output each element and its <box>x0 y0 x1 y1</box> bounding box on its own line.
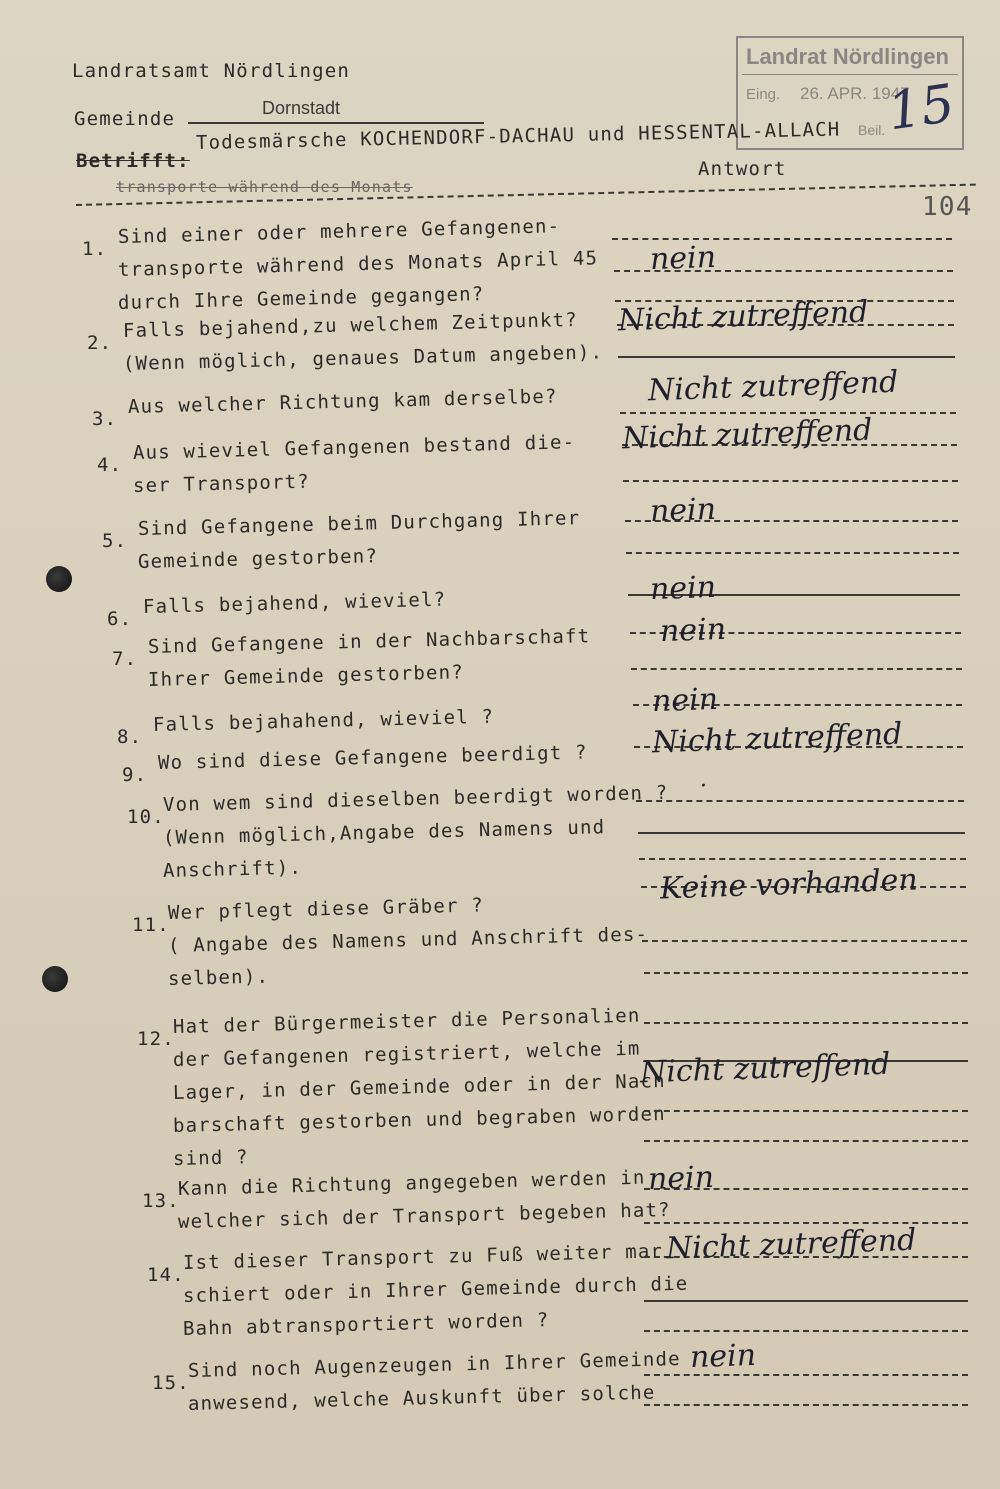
question-text-line: Von wem sind dieselben beerdigt worden ? <box>162 781 669 816</box>
stamp-office: Landrat Nördlingen <box>746 44 949 69</box>
question-number: 12. <box>137 1028 175 1050</box>
handwritten-answer: Nicht zutreffend <box>617 294 869 339</box>
answer-rule <box>644 1110 968 1112</box>
question-number: 13. <box>142 1190 180 1212</box>
punch-hole-bottom <box>42 966 68 992</box>
answer-rule <box>644 1404 968 1406</box>
handwritten-answer: Nicht zutreffend <box>639 1046 891 1091</box>
question-text-line: anwesend, welche Auskunft über solche <box>187 1381 656 1415</box>
question-text-line: der Gefangenen registriert, welche im <box>172 1037 641 1071</box>
question-text-line: Sind einer oder mehrere Gefangenen- <box>117 215 561 248</box>
question-text-line: transporte während des Monats April 45 <box>117 247 599 281</box>
answer-rule <box>644 1222 968 1224</box>
answer-rule <box>644 972 968 974</box>
handwritten-answer: Nicht zutreffend <box>647 364 899 409</box>
question-number: 3. <box>92 408 118 430</box>
handwritten-answer: Nicht zutreffend <box>651 716 903 761</box>
question-text-line: Kann die Richtung angegeben werden in <box>177 1166 646 1200</box>
question-number: 6. <box>107 608 133 630</box>
answer-rule <box>636 800 964 802</box>
stamp-eing-label: Eing. <box>746 86 781 103</box>
question-text-line: sind ? <box>172 1146 250 1170</box>
handwritten-answer: nein <box>649 569 717 608</box>
question-text-line: welcher sich der Transport begeben hat? <box>177 1198 672 1233</box>
question-text-line: Aus welcher Richtung kam derselbe? <box>127 385 558 418</box>
question-text-line: selben). <box>167 965 270 990</box>
question-text-line: Falls bejahend, wieviel? <box>142 588 447 618</box>
question-number: 1. <box>82 238 108 260</box>
question-number: 4. <box>97 454 123 476</box>
subject-label: Betrifft: <box>76 150 190 172</box>
answer-rule <box>618 356 955 358</box>
page-number: 104 <box>922 192 973 222</box>
question-text-line: Wo sind diese Gefangene beerdigt ? <box>157 741 588 774</box>
punch-hole-top <box>46 566 72 592</box>
question-text-line: Ihrer Gemeinde gestorben? <box>147 661 465 691</box>
handwritten-answer: nein <box>647 1159 715 1198</box>
handwritten-answer: nein <box>689 1337 757 1376</box>
question-text-line: Ist dieser Transport zu Fuß weiter mar <box>182 1240 664 1274</box>
question-number: 9. <box>122 764 148 786</box>
question-number: 2. <box>87 332 113 354</box>
question-text-line: Anschrift). <box>162 856 303 882</box>
question-text-line: Wer pflegt diese Gräber ? <box>167 894 485 924</box>
question-text-line: schiert oder in Ihrer Gemeinde durch die <box>182 1272 689 1307</box>
question-number: 5. <box>102 530 128 552</box>
answer-rule <box>612 238 952 240</box>
struck-line: transporte während des Monats <box>116 178 413 196</box>
answer-rule <box>638 832 965 834</box>
question-text-line: (Wenn möglich,Angabe des Namens und <box>162 816 606 849</box>
office-name: Landratsamt Nördlingen <box>72 60 351 82</box>
question-text-line: Aus wieviel Gefangenen bestand die- <box>132 431 576 464</box>
answer-rule <box>644 1330 968 1332</box>
handwritten-answer: nein <box>649 239 717 278</box>
stamp-number: 15 <box>884 73 959 143</box>
question-text-line: durch Ihre Gemeinde gegangen? <box>117 283 485 314</box>
tick-mark: · <box>700 774 707 799</box>
question-text-line: barschaft gestorben und begraben worden <box>172 1102 667 1137</box>
question-text-line: (Wenn möglich, genaues Datum angeben). <box>122 341 604 375</box>
subject-text: Todesmärsche KOCHENDORF-DACHAU und HESSENTAL-ALLACH <box>195 118 841 154</box>
question-text-line: Sind Gefangene in der Nachbarschaft <box>147 625 591 658</box>
question-text-line: Gemeinde gestorben? <box>137 545 379 573</box>
question-number: 14. <box>147 1264 185 1286</box>
handwritten-answer: Nicht zutreffend <box>665 1222 917 1267</box>
question-text-line: Lager, in der Gemeinde oder in der Nach <box>172 1069 667 1104</box>
answer-rule <box>644 1140 968 1142</box>
question-number: 8. <box>117 726 143 748</box>
question-number: 10. <box>127 806 165 828</box>
handwritten-answer: Nicht zutreffend <box>621 412 873 457</box>
question-text-line: ( Angabe des Namens und Anschrift des- <box>167 923 649 957</box>
answer-header: Antwort <box>698 158 787 180</box>
answer-rule <box>642 940 967 942</box>
handwritten-answer: nein <box>651 681 719 720</box>
question-text-line: Bahn abtransportiert worden ? <box>182 1309 550 1340</box>
question-number: 11. <box>132 914 170 936</box>
stamp-date: 26. APR. 1947 <box>800 84 910 103</box>
answer-rule <box>639 858 965 860</box>
gemeinde-value: Dornstadt <box>262 98 341 118</box>
question-text-line: ser Transport? <box>132 470 311 497</box>
stamp-beil-label: Beil. <box>858 122 886 138</box>
question-text-line: Falls bejahend,zu welchem Zeitpunkt? <box>122 308 579 342</box>
question-text-line: Sind noch Augenzeugen in Ihrer Gemeinde <box>187 1347 682 1382</box>
answer-rule <box>644 1022 968 1024</box>
question-number: 7. <box>112 648 138 670</box>
question-text-line: Falls bejahahend, wieviel ? <box>152 705 495 736</box>
question-text-line: Hat der Bürgermeister die Personalien <box>172 1004 641 1038</box>
answer-rule <box>626 552 959 554</box>
answer-rule <box>631 668 961 670</box>
question-number: 15. <box>152 1372 190 1394</box>
handwritten-answer: nein <box>659 611 727 650</box>
handwritten-answer: nein <box>649 491 717 530</box>
question-text-line: Sind Gefangene beim Durchgang Ihrer <box>137 507 581 540</box>
gemeinde-label: Gemeinde <box>74 108 176 130</box>
answer-rule <box>644 1300 968 1302</box>
answer-rule <box>623 480 957 482</box>
handwritten-answer: Keine vorhanden <box>659 862 919 907</box>
answer-rule <box>620 412 956 414</box>
